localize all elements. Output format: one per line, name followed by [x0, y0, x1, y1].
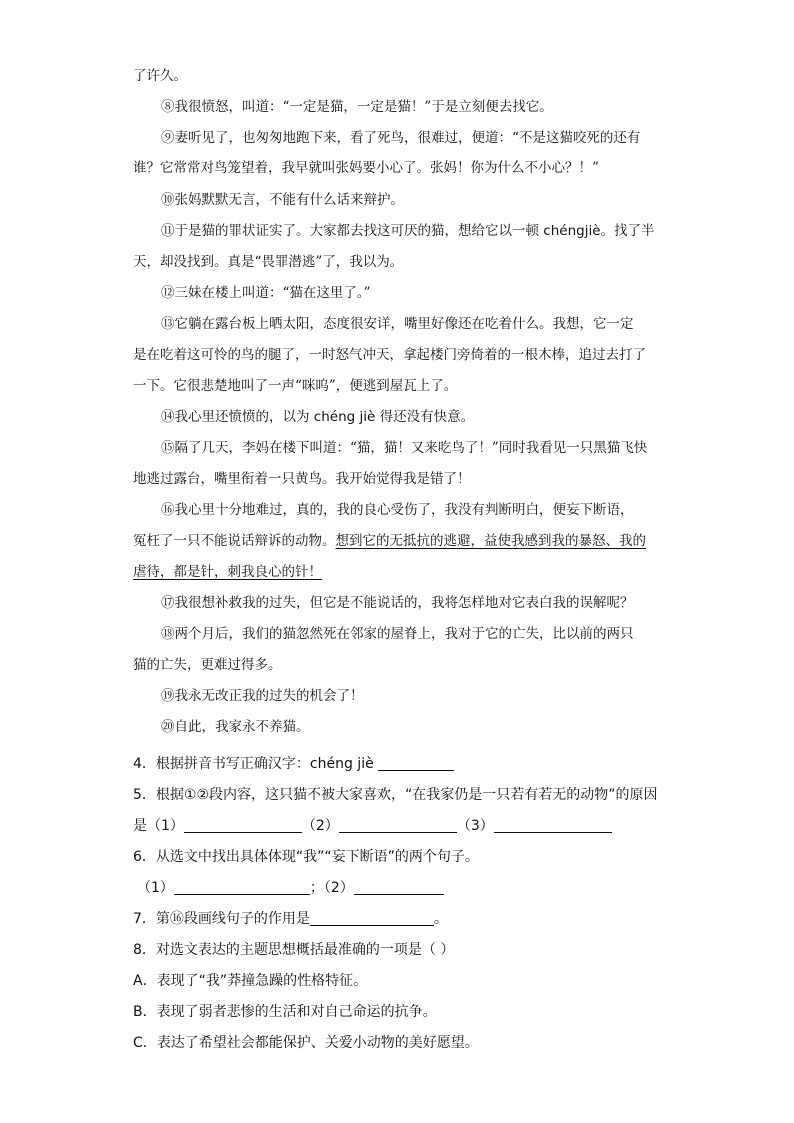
- passage-line: 一下。它很悲楚地叫了一声“咪呜”，便逃到屋瓦上了。: [133, 378, 458, 394]
- paragraph-11: [161, 221, 655, 241]
- answer-label: （3）: [456, 818, 494, 834]
- underlined-sentence: 虐待，都是针，刺我良心的针！: [133, 564, 322, 580]
- underlined-sentence: 想到它的无抵抗的逃避，益使我感到我的暴怒、我的: [335, 533, 646, 549]
- passage-line: 是在吃着这可怜的鸟的腿了，一时怒气冲天，拿起楼门旁倚着的一根木棒，追过去打了: [133, 347, 646, 363]
- pinyin-text: chéng jiè: [313, 409, 376, 425]
- passage-line: 地逃过露台，嘴里衔着一只黄鸟。我开始觉得我是错了！: [133, 471, 471, 487]
- question-text: 是: [133, 818, 147, 834]
- answer-blank-q5-3[interactable]: [494, 818, 612, 833]
- answer-label: （1）: [137, 880, 174, 896]
- paragraph-13: ⑬它躺在露台板上晒太阳，态度很安详，嘴里好像还在吃着什么。我想，它一定: [161, 316, 634, 332]
- passage-line: 猫的亡失，更难过得多。: [133, 657, 282, 673]
- answer-blank-q5-1[interactable]: [184, 818, 302, 833]
- question-6: 6．从选文中找出具体体现“我”“妄下断语”的两个句子。: [133, 849, 479, 865]
- answer-blank-q6-1[interactable]: [174, 880, 310, 895]
- answer-blank-q6-2[interactable]: [354, 880, 444, 895]
- question-5: 5．根据①②段内容，这只猫不被大家喜欢，“在我家仍是一只若有若无的动物”的原因: [133, 787, 658, 803]
- paragraph-15: ⑮隔了几天，李妈在楼下叫道：“猫，猫！又来吃鸟了！”同时我看见一只黑猫飞快: [161, 440, 648, 456]
- question-text: 7．第⑯段画线句子的作用是: [133, 911, 310, 927]
- answer-blank-q5-2[interactable]: [339, 818, 457, 833]
- paragraph-17: ⑰我很想补救我的过失，但它是不能说话的，我将怎样地对它表白我的误解呢？: [161, 595, 634, 611]
- paragraph-8: ⑧我很愤怒，叫道：“一定是猫，一定是猫！”于是立刻便去找它。: [161, 99, 553, 115]
- passage-text: ⑭我心里还愤愤的，以为: [161, 409, 314, 425]
- pinyin-text: chéngjiè: [543, 223, 601, 239]
- paragraph-9: ⑨妻听见了，也匆匆地跑下来，看了死鸟，很难过，便道：“不是这猫咬死的还有: [161, 130, 641, 146]
- answer-label: （2）: [301, 818, 339, 834]
- passage-line: [133, 531, 646, 551]
- answer-blank-q4[interactable]: [378, 756, 454, 771]
- paragraph-18: ⑱两个月后，我们的猫忽然死在邻家的屋脊上，我对于它的亡失，比以前的两只: [161, 626, 634, 642]
- answer-label: （1）: [147, 818, 184, 834]
- passage-text: 冤枉了一只不能说话辩诉的动物。: [133, 533, 336, 549]
- answer-label: （2）: [323, 880, 354, 896]
- answer-blank-q7[interactable]: [310, 911, 434, 926]
- question-7: [133, 909, 448, 929]
- paragraph-16: ⑯我心里十分地难过，真的，我的良心受伤了，我没有判断明白，便妄下断语，: [161, 502, 634, 518]
- paragraph-10: ⑩张妈默默无言，不能有什么话来辩护。: [161, 192, 404, 208]
- option-b[interactable]: B．表现了弱者悲惨的生活和对自己命运的抗争。: [133, 1004, 437, 1020]
- option-a[interactable]: A．表现了“我”莽撞急躁的性格特征。: [133, 973, 368, 989]
- passage-line: 了许久。: [133, 68, 187, 84]
- question-4: [133, 754, 454, 774]
- passage-text: 得还没有快意。: [375, 409, 475, 425]
- question-text: 。: [433, 911, 448, 927]
- option-c[interactable]: C．表达了希望社会都能保护、关爱小动物的美好愿望。: [133, 1035, 479, 1051]
- passage-text: ⑪于是猫的罪状证实了。大家都去找这可厌的猫，想给它以一顿: [161, 223, 544, 239]
- paragraph-12: ⑫三妹在楼上叫道：“猫在这里了。”: [161, 285, 371, 301]
- question-5-answers: [133, 816, 612, 836]
- passage-text: 。找了半: [600, 223, 655, 239]
- question-text: 4．根据拼音书写正确汉字：chéng jiè: [133, 756, 379, 772]
- passage-line: 谁？它常常对鸟笼望着，我早就叫张妈要小心了。张妈！你为什么不小心？！”: [133, 160, 599, 176]
- question-8: 8．对选文表达的主题思想概括最准确的一项是（ ）: [133, 942, 455, 958]
- paragraph-20: ⑳自此，我家永不养猫。: [161, 719, 310, 735]
- paragraph-14: [161, 407, 474, 427]
- passage-line: 天，却没找到。真是“畏罪潜逃”了，我以为。: [133, 254, 404, 270]
- question-text: ；: [309, 880, 324, 896]
- question-6-answers: [137, 878, 444, 898]
- paragraph-19: ⑲我永无改正我的过失的机会了！: [161, 688, 364, 704]
